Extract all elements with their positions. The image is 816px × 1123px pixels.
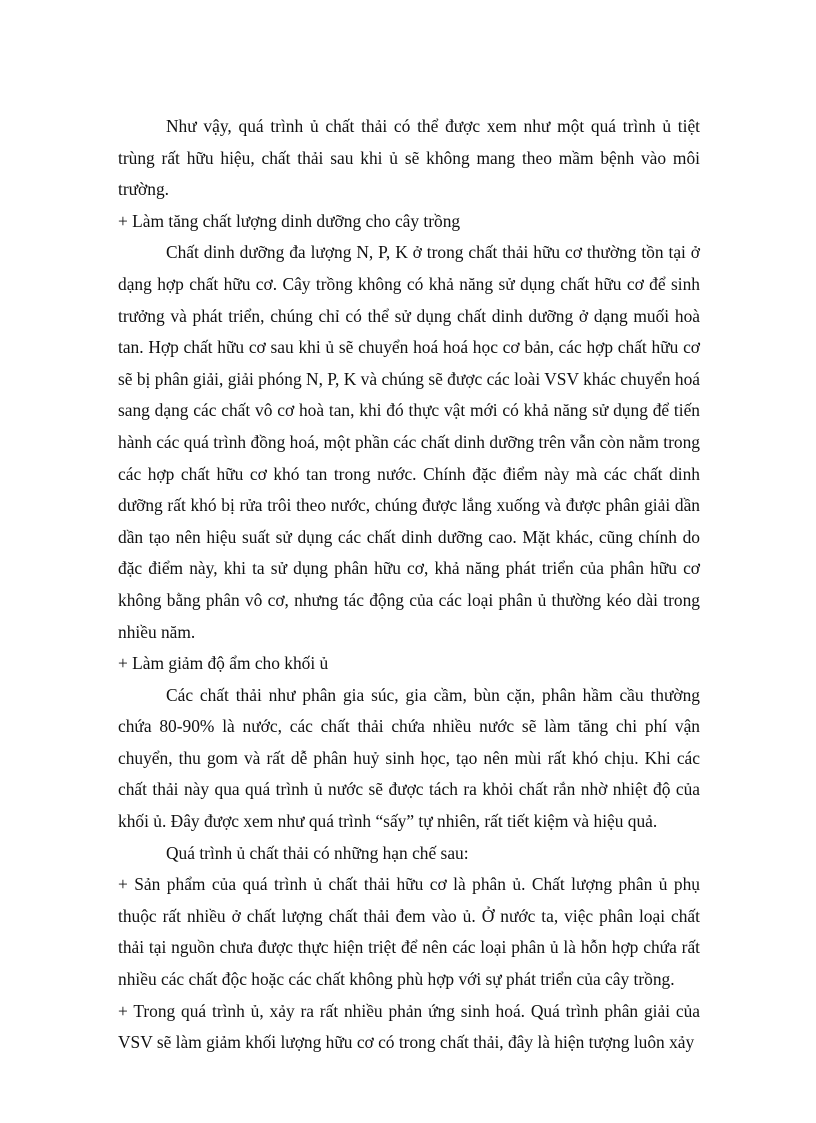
heading-nutrition: + Làm tăng chất lượng dinh dưỡng cho cây trồng: [118, 210, 461, 231]
heading-moisture: + Làm giảm độ ẩm cho khối ủ: [118, 653, 329, 674]
document-page: [118, 111, 700, 1059]
paragraph-moisture: Các chất thải như phân gia súc, gia cầm, bùn cặn, phân hầm cầu thường chứa 80-90% là nước, các chất thải chứa nhiều nước sẽ làm tăng chi phí vận chuyển, thu gom và rất dễ phân huỷ sinh học, tạo nên mùi rất khó chịu. Khi các chất thải này qua quá trình ủ nước sẽ được tách ra khỏi chất rắn nhờ nhiệt độ của khối ủ. Đây được xem như quá trình “sấy” tự nhiên, rất tiết kiệm và hiệu quả.: [118, 684, 700, 832]
paragraph-nutrition: Chất dinh dưỡng đa lượng N, P, K ở trong chất thải hữu cơ thường tồn tại ở dạng hợp chất hữu cơ. Cây trồng không có khả năng sử dụng chất hữu cơ để sinh trưởng và phát triển, chúng chỉ có thể sử dụng chất dinh dưỡng ở dạng muối hoà tan. Hợp chất hữu cơ sau khi ủ sẽ chuyển hoá hoá học cơ bản, các hợp chất hữu cơ sẽ bị phân giải, giải phóng N, P, K và chúng sẽ được các loài VSV khác chuyển hoá sang dạng các chất vô cơ hoà tan, khi đó thực vật mới có khả năng sử dụng để tiến hành các quá trình đồng hoá, một phần các chất dinh dưỡng trên vẫn còn nằm trong các hợp chất hữu cơ khó tan trong nước. Chính đặc điểm này mà các chất dinh dưỡng rất khó bị rửa trôi theo nước, chúng được lắng xuống và được phân giải dần dần tạo nên hiệu suất sử dụng các chất dinh dưỡng cao. Mặt khác, cũng chính do đặc điểm này, khi ta sử dụng phân hữu cơ, khả năng phát triển của phân hữu cơ không bằng phân vô cơ, nhưng tác động của các loại phân ủ thường kéo dài trong nhiều năm.: [118, 242, 700, 642]
paragraph-sterilization: Như vậy, quá trình ủ chất thải có thể được xem như một quá trình ủ tiệt trùng rất hữu hiệu, chất thải sau khi ủ sẽ không mang theo mầm bệnh vào môi trường.: [118, 116, 700, 200]
bullet-biochemical-reactions: + Trong quá trình ủ, xảy ra rất nhiều phản ứng sinh hoá. Quá trình phân giải của VSV sẽ làm giảm khối lượng hữu cơ có trong chất thải, đây là hiện tượng luôn xảy: [118, 1000, 700, 1053]
bullet-product-quality: + Sản phẩm của quá trình ủ chất thải hữu cơ là phân ủ. Chất lượng phân ủ phụ thuộc rất nhiều ở chất lượng chất thải đem vào ủ. Ở nước ta, việc phân loại chất thải tại nguồn chưa được thực hiện triệt để nên các loại phân ủ là hỗn hợp chứa rất nhiều các chất độc hoặc các chất không phù hợp với sự phát triển của cây trồng.: [118, 874, 700, 990]
paragraph-limitations-intro: Quá trình ủ chất thải có những hạn chế sau:: [166, 842, 469, 863]
